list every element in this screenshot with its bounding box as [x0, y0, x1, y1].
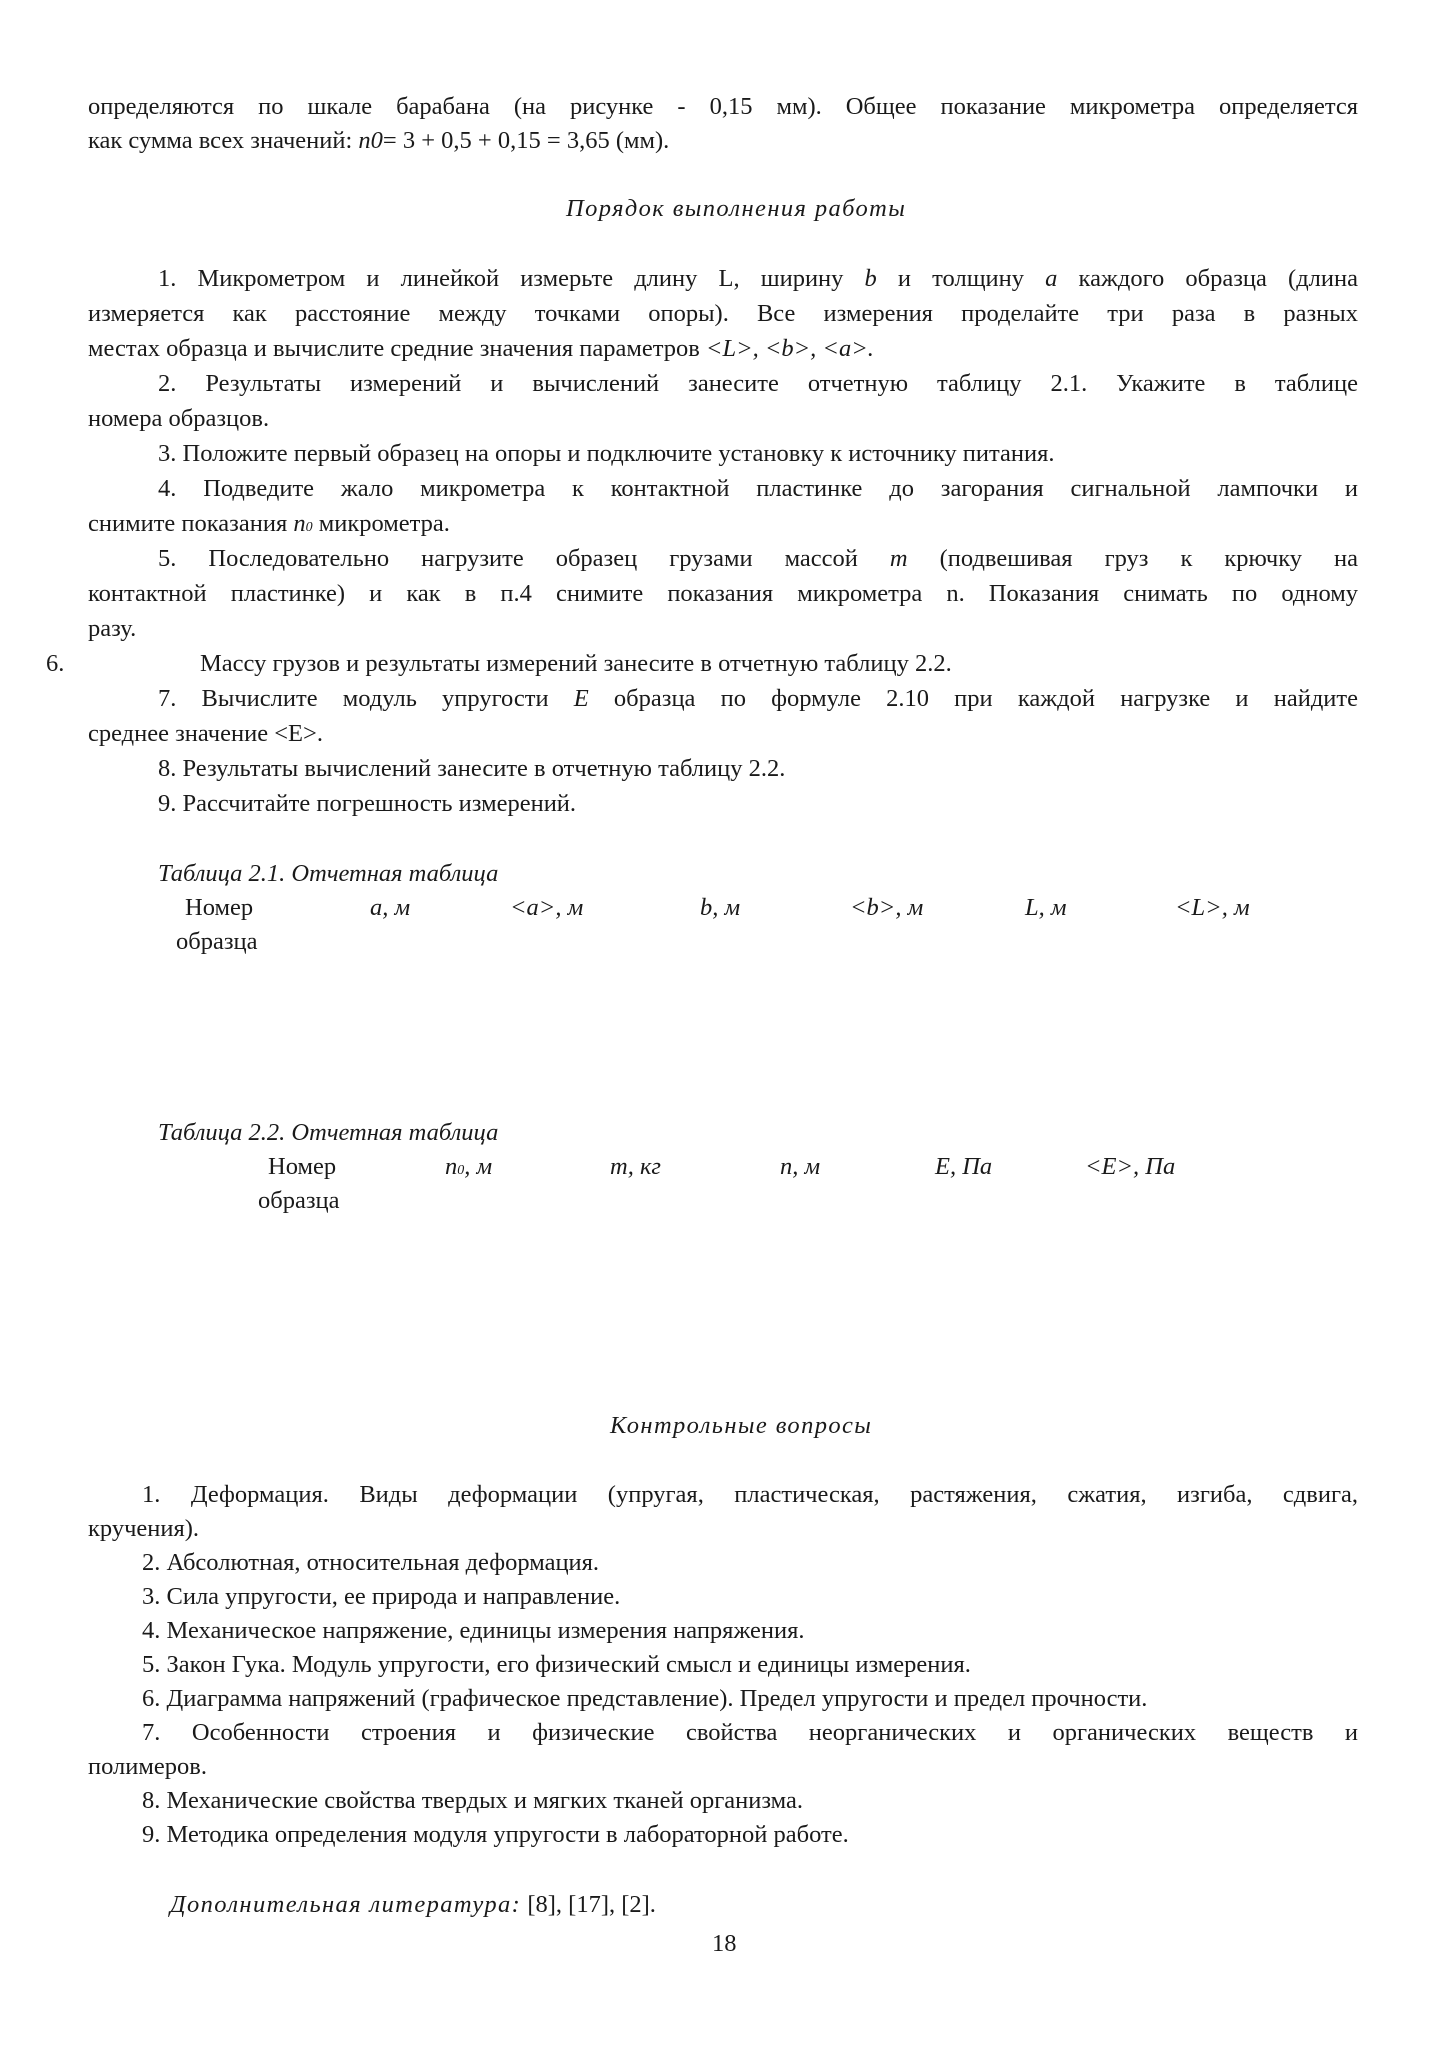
questions-heading: Контрольные вопросы [610, 1412, 873, 1439]
step-9: 9. Рассчитайте погрешность измерений. [158, 790, 577, 817]
question-9: 9. Методика определения модуля упругости в лабораторной работе. [142, 1821, 849, 1848]
question-1-line-2: кручения). [88, 1515, 200, 1542]
step-5-line-2: контактной пластинке) и как в п.4 снимите показания микрометра n. Показания снимать по одному [88, 580, 1358, 607]
question-1-line-1: 1. Деформация. Виды деформации (упругая, пластическая, растяжения, сжатия, изгиба, сдвига, [142, 1481, 1358, 1508]
question-5: 5. Закон Гука. Модуль упругости, его физический смысл и единицы измерения. [142, 1651, 971, 1678]
table-2-header-n: n, м [780, 1153, 821, 1180]
question-7-line-1: 7. Особенности строения и физические свойства неорганических и органических веществ и [142, 1719, 1358, 1746]
step-5-line-3: разу. [88, 615, 137, 642]
table-2-header-number: Номер [268, 1153, 337, 1180]
table-2-header-n0: n0, м [445, 1153, 493, 1180]
table-1-header-l: L, м [1025, 894, 1067, 921]
step-1-line-3: местах образца и вычислите средние значения параметров <L>, <b>, <a>. [88, 335, 874, 362]
table-1-header-a-avg: <a>, м [510, 894, 584, 921]
question-4: 4. Механическое напряжение, единицы измерения напряжения. [142, 1617, 805, 1644]
step-5-line-1: 5. Последовательно нагрузите образец грузами массой m (подвешивая груз к крючку на [158, 545, 1358, 572]
procedure-heading: Порядок выполнения работы [566, 195, 907, 222]
question-3: 3. Сила упругости, ее природа и направление. [142, 1583, 621, 1610]
step-4-line-2: снимите показания n0 микрометра. [88, 510, 450, 537]
intro-line-1: определяются по шкале барабана (на рисунке - 0,15 мм). Общее показание микрометра определяется [88, 93, 1358, 120]
table-1-header-l-avg: <L>, м [1175, 894, 1250, 921]
step-6-text: Массу грузов и результаты измерений занесите в отчетную таблицу 2.2. [200, 650, 952, 677]
step-1-line-2: измеряется как расстояние между точками опоры). Все измерения проделайте три раза в разных [88, 300, 1358, 327]
table-2-header-e-avg: <E>, Па [1085, 1153, 1176, 1180]
step-2-line-2: номера образцов. [88, 405, 270, 432]
step-6-number: 6. [46, 650, 65, 677]
table-1-header-b: b, м [700, 894, 741, 921]
question-6: 6. Диаграмма напряжений (графическое представление). Предел упругости и предел прочности. [142, 1685, 1148, 1712]
step-7-line-2: среднее значение <E>. [88, 720, 323, 747]
step-1-line-1: 1. Микрометром и линейкой измерьте длину L, ширину b и толщину a каждого образца (длина [158, 265, 1358, 292]
step-2-line-1: 2. Результаты измерений и вычислений занесите отчетную таблицу 2.1. Укажите в таблице [158, 370, 1358, 397]
question-2: 2. Абсолютная, относительная деформация. [142, 1549, 600, 1576]
table-1-header-a: a, м [370, 894, 411, 921]
table-2-header-sample: образца [258, 1187, 340, 1214]
intro-line-2: как сумма всех значений: n0= 3 + 0,5 + 0,15 = 3,65 (мм). [88, 127, 670, 154]
question-7-line-2: полимеров. [88, 1753, 207, 1780]
table-2-header-e: E, Па [935, 1153, 993, 1180]
step-8: 8. Результаты вычислений занесите в отчетную таблицу 2.2. [158, 755, 786, 782]
table-2-caption: Таблица 2.2. Отчетная таблица [158, 1119, 499, 1146]
table-2-header-m: m, кг [610, 1153, 661, 1180]
step-3: 3. Положите первый образец на опоры и подключите установку к источнику питания. [158, 440, 1055, 467]
table-1-header-sample: образца [176, 928, 258, 955]
step-4-line-1: 4. Подведите жало микрометра к контактной пластинке до загорания сигнальной лампочки и [158, 475, 1358, 502]
question-8: 8. Механические свойства твердых и мягких тканей организма. [142, 1787, 804, 1814]
additional-literature: Дополнительная литература: [8], [17], [2]. [170, 1891, 656, 1918]
page-number: 18 [712, 1930, 737, 1957]
table-1-caption: Таблица 2.1. Отчетная таблица [158, 860, 499, 887]
table-1-header-number: Номер [185, 894, 254, 921]
step-7-line-1: 7. Вычислите модуль упругости E образца по формуле 2.10 при каждой нагрузке и найдите [158, 685, 1358, 712]
table-1-header-b-avg: <b>, м [850, 894, 924, 921]
